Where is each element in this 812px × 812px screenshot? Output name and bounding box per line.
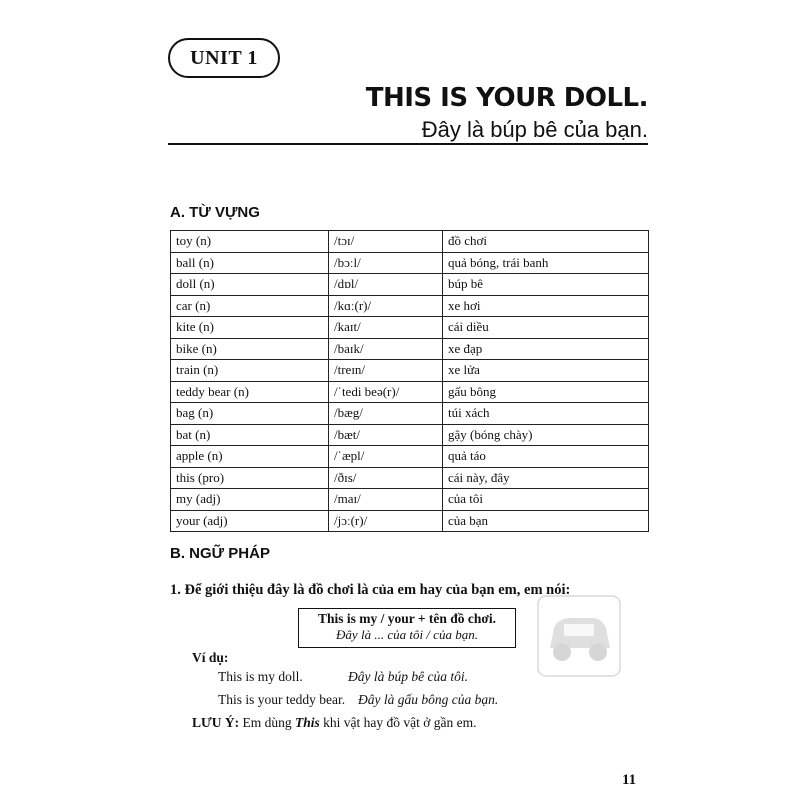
vocab-meaning: gấu bông: [443, 381, 649, 403]
vocab-meaning: gậy (bóng chày): [443, 424, 649, 446]
vocab-word: my (adj): [171, 489, 329, 511]
vocab-pronunciation: /ˈæpl/: [329, 446, 443, 468]
examples-label: Ví dụ:: [192, 650, 229, 665]
vocab-meaning: cái này, đây: [443, 467, 649, 489]
formula-text: This is my / your + tên đồ chơi.: [317, 611, 497, 626]
usage-note: [192, 715, 477, 731]
lesson-title-translation: Đây là búp bê của bạn.: [421, 117, 648, 142]
example-1-vietnamese: Đây là búp bê của tôi.: [348, 669, 468, 684]
table-row: [171, 381, 649, 403]
vocab-pronunciation: /bæt/: [329, 424, 443, 446]
vocab-meaning: cái diều: [443, 317, 649, 339]
vocab-meaning: của bạn: [443, 510, 649, 532]
table-row: [171, 510, 649, 532]
table-row: [171, 424, 649, 446]
vocab-pronunciation: /ˈtedi beə(r)/: [329, 381, 443, 403]
vocab-word: this (pro): [171, 467, 329, 489]
vocab-word: bag (n): [171, 403, 329, 425]
page-number: 11: [622, 772, 637, 788]
vocab-word: teddy bear (n): [171, 381, 329, 403]
vocab-pronunciation: /kɑː(r)/: [329, 295, 443, 317]
vocab-pronunciation: /dɒl/: [329, 274, 443, 296]
vocab-word: doll (n): [171, 274, 329, 296]
vocab-meaning: túi xách: [443, 403, 649, 425]
example-2-english: This is your teddy bear.: [218, 692, 346, 707]
vocab-pronunciation: /ðɪs/: [329, 467, 443, 489]
unit-badge: UNIT 1: [168, 38, 280, 78]
table-row: [171, 274, 649, 296]
vocab-pronunciation: /maɪ/: [329, 489, 443, 511]
lesson-title: THIS IS YOUR DOLL.: [365, 83, 648, 113]
vocab-word: train (n): [171, 360, 329, 382]
title-underline: [168, 143, 648, 145]
table-row: [171, 489, 649, 511]
grammar-point: 1. Để giới thiệu đây là đồ chơi là của em hay của bạn em, em nói:: [170, 582, 571, 598]
vocab-meaning: quả bóng, trái banh: [443, 252, 649, 274]
vocab-word: bike (n): [171, 338, 329, 360]
example-2-vietnamese: Đây là gấu bông của bạn.: [358, 692, 499, 707]
note-text-after: khi vật hay đồ vật ở gần em.: [319, 715, 477, 730]
table-row: [171, 403, 649, 425]
vocabulary-table: [170, 230, 649, 532]
table-row: [171, 467, 649, 489]
note-label: LƯU Ý:: [192, 715, 240, 730]
vocab-meaning: quả táo: [443, 446, 649, 468]
section-grammar-heading: B. NGỮ PHÁP: [170, 545, 270, 562]
vocab-meaning: xe lửa: [443, 360, 649, 382]
formula-box: [298, 608, 516, 648]
note-text-before: Em dùng: [239, 715, 295, 730]
example-1-english: This is my doll.: [218, 669, 303, 684]
vocab-word: kite (n): [171, 317, 329, 339]
toy-car-illustration: [536, 594, 622, 678]
vocab-word: toy (n): [171, 231, 329, 253]
vocab-pronunciation: /bɔːl/: [329, 252, 443, 274]
vocab-word: car (n): [171, 295, 329, 317]
table-row: [171, 252, 649, 274]
vocab-meaning: xe hơi: [443, 295, 649, 317]
vocab-meaning: búp bê: [443, 274, 649, 296]
vocab-pronunciation: /treɪn/: [329, 360, 443, 382]
vocab-pronunciation: /baɪk/: [329, 338, 443, 360]
vocab-word: apple (n): [171, 446, 329, 468]
formula-translation: Đây là ... của tôi / của bạn.: [336, 627, 478, 642]
vocab-meaning: xe đạp: [443, 338, 649, 360]
table-row: [171, 338, 649, 360]
vocab-meaning: của tôi: [443, 489, 649, 511]
note-emphasis: This: [295, 715, 320, 730]
vocab-pronunciation: /jɔː(r)/: [329, 510, 443, 532]
table-row: [171, 231, 649, 253]
vocab-word: your (adj): [171, 510, 329, 532]
table-row: [171, 295, 649, 317]
vocab-pronunciation: /bæg/: [329, 403, 443, 425]
vocab-pronunciation: /tɔɪ/: [329, 231, 443, 253]
vocab-pronunciation: /kaɪt/: [329, 317, 443, 339]
table-row: [171, 317, 649, 339]
table-row: [171, 360, 649, 382]
section-vocabulary-heading: A. TỪ VỰNG: [170, 204, 260, 221]
vocab-word: ball (n): [171, 252, 329, 274]
table-row: [171, 446, 649, 468]
vocab-meaning: đồ chơi: [443, 231, 649, 253]
vocab-word: bat (n): [171, 424, 329, 446]
